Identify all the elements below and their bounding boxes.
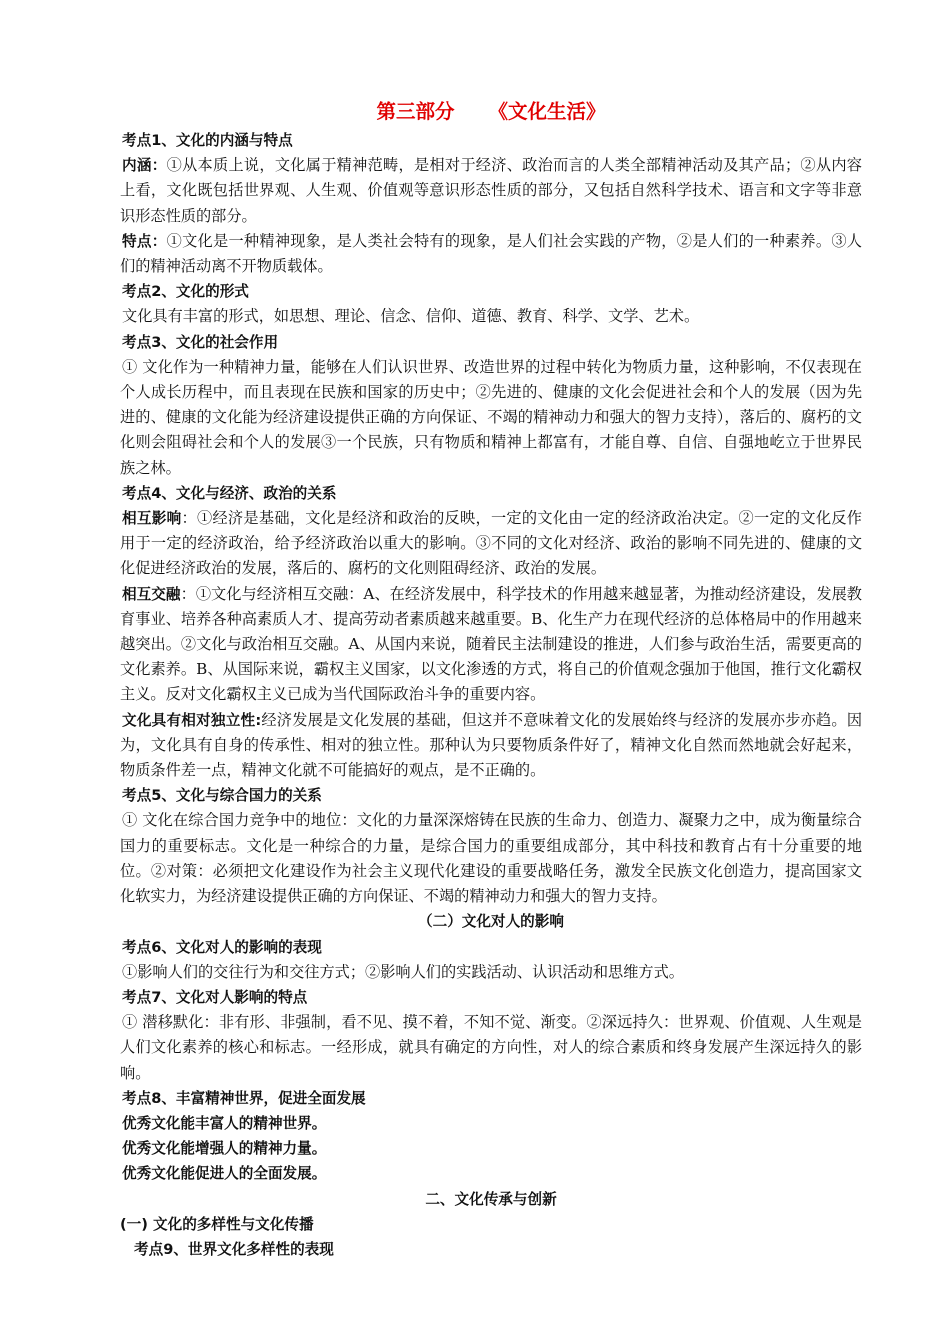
document-title [120, 98, 862, 126]
paragraph-tedian [120, 229, 862, 279]
k8-line-1: 优秀文化能丰富人的精神世界。 [122, 1114, 327, 1132]
heading-k5: 考点5、文化与综合国力的关系 [122, 787, 322, 805]
paragraph-yingxiang [120, 506, 862, 582]
document-page [120, 98, 862, 1262]
label-neihan: 内涵： [122, 157, 167, 175]
heading-k3: 考点3、文化的社会作用 [122, 333, 279, 351]
heading-k6: 考点6、文化对人的影响的表现 [122, 938, 322, 956]
heading-k4: 考点4、文化与经济、政治的关系 [122, 484, 337, 502]
text-yingxiang: ：①经济是基础，文化是经济和政治的反映，一定的文化由一定的经济政治决定。②一定的文化反作用于一定的经济政治，给予经济政治以重大的影响。③不同的文化对经济、政治的影响不同先进的、健康的文化促进经济政治的发展，落后的、腐朽的文化则阻碍经济、政治的发展。 [120, 509, 862, 578]
k8-line-3: 优秀文化能促进人的全面发展。 [122, 1165, 327, 1183]
paragraph-k2: 文化具有丰富的形式，如思想、理论、信念、信仰、道德、教育、科学、文学、艺术。 [122, 307, 700, 326]
label-duli: 文化具有相对独立性: [122, 711, 262, 729]
label-tedian: 特点： [122, 232, 167, 250]
k8-line-2: 优秀文化能增强人的精神力量。 [122, 1140, 327, 1158]
title-name: 《文化生活》 [488, 100, 606, 123]
section-heading-2: （二）文化对人的影响 [418, 913, 564, 931]
title-part: 第三部分 [376, 100, 455, 123]
paragraph-k5: ① 文化在综合国力竞争中的地位：文化的力量深深熔铸在民族的生命力、创造力、凝聚力之中，成为衡量综合国力的重要标志。文化是一种综合的力量，是综合国力的重要组成部分，其中科技和教育占有十分重要的地位。②对策：必须把文化建设作为社会主义现代化建设的重要战略任务，激发全民族文化创造力，提高国家文化软实力，为经济建设提供正确的方向保证、不竭的精神动力和强大的智力支持。 [120, 811, 862, 906]
subsection-heading-1: (一) 文化的多样性与文化传播 [120, 1215, 314, 1233]
heading-k2: 考点2、文化的形式 [122, 283, 249, 301]
paragraph-neihan [120, 153, 862, 229]
text-jiaorong: ：①文化与经济相互交融：A、在经济发展中，科学技术的作用越来越显著，为推动经济建设，发展教育事业、培养各种高素质人才、提高劳动者素质越来越重要。B、化生产力在现代经济的总体格局中的作用越来越突出。②文化与政治相互交融。A、从国内来说，随着民主法制建设的推进，人们参与政治生活，需要更高的文化素养。B、从国际来说，霸权主义国家，以文化渗透的方式，将自己的价值观念强加于他国，推行文化霸权主义。反对文化霸权主义已成为当代国际政治斗争的重要内容。 [120, 584, 862, 704]
heading-k7: 考点7、文化对人影响的特点 [122, 988, 308, 1006]
part-heading-2: 二、文化传承与创新 [425, 1190, 557, 1208]
heading-k1: 考点1、文化的内涵与特点 [122, 132, 293, 149]
text-tedian: ①文化是一种精神现象，是人类社会特有的现象，是人们社会实践的产物，②是人们的一种素养。③人们的精神活动离不开物质载体。 [120, 231, 862, 276]
paragraph-k3: ① 文化作为一种精神力量，能够在人们认识世界、改造世界的过程中转化为物质力量，这种影响，不仅表现在个人成长历程中，而且表现在民族和国家的历史中；②先进的、健康的文化会促进社会和个人的发展（因为先进的、健康的文化能为经济建设提供正确的方向保证、不竭的精神动力和强大的智力支持），落后的、腐朽的文化则会阻碍社会和个人的发展③一个民族，只有物质和精神上都富有，才能自尊、自信、自强地屹立于世界民族之林。 [120, 357, 862, 477]
label-jiaorong: 相互交融 [122, 585, 181, 603]
paragraph-k7: ① 潜移默化：非有形、非强制，看不见、摸不着，不知不觉、渐变。②深远持久：世界观、价值观、人生观是人们文化素养的核心和标志。一经形成，就具有确定的方向性，对人的综合素质和终身发展产生深远持久的影响。 [120, 1013, 862, 1082]
text-duli: 经济发展是文化发展的基础，但这并不意味着文化的发展始终与经济的发展亦步亦趋。因为，文化具有自身的传承性、相对的独立性。那种认为只要物质条件好了，精神文化自然而然地就会好起来，物质条件差一点，精神文化就不可能搞好的观点，是不正确的。 [120, 710, 862, 780]
paragraph-k6: ①影响人们的交往行为和交往方式；②影响人们的实践活动、认识活动和思维方式。 [122, 962, 684, 981]
heading-k9: 考点9、世界文化多样性的表现 [134, 1240, 334, 1258]
label-yingxiang: 相互影响 [122, 510, 182, 528]
paragraph-jiaorong [120, 582, 862, 708]
paragraph-duli [120, 708, 862, 784]
text-neihan: ①从本质上说，文化属于精神范畴，是相对于经济、政治而言的人类全部精神活动及其产品；②从内容上看，文化既包括世界观、人生观、价值观等意识形态性质的部分，又包括自然科学技术、语言和文字等非意识形态性质的部分。 [120, 156, 862, 225]
heading-k8: 考点8、丰富精神世界，促进全面发展 [122, 1089, 366, 1107]
